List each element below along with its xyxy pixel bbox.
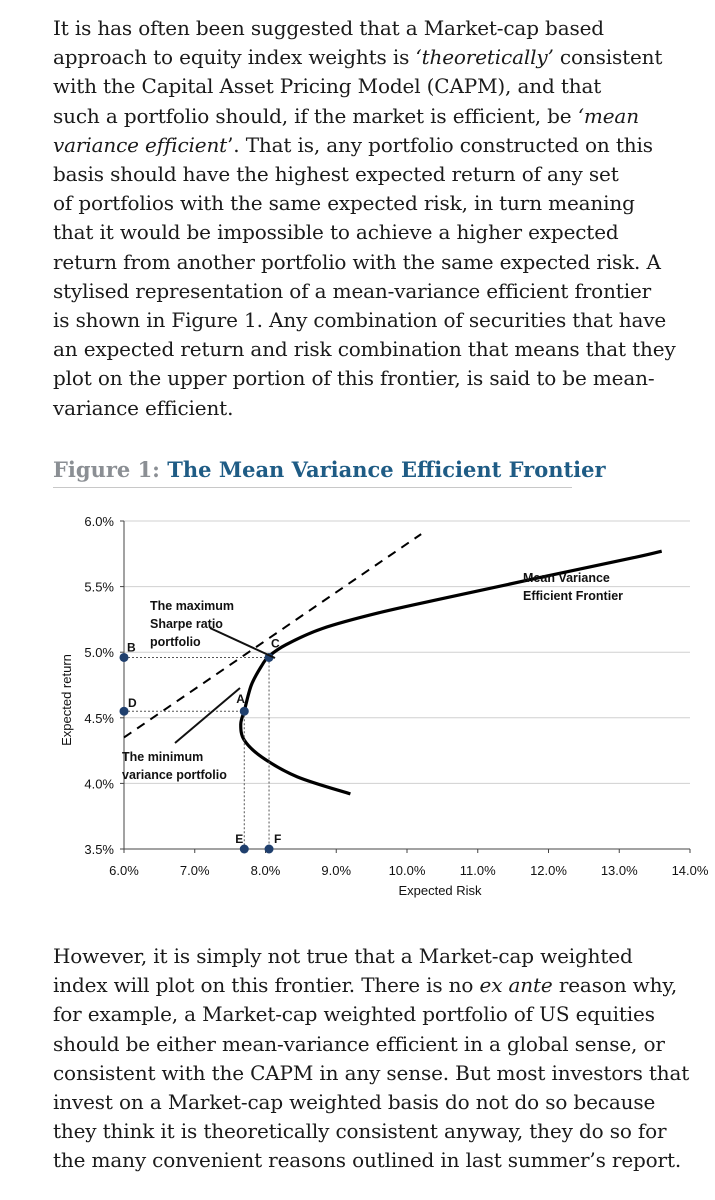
x-tick-label: 12.0%: [530, 863, 567, 878]
frontier-lower-branch-line: [241, 711, 351, 794]
text-line: index will plot on this frontier. There is no ex ante reason why,: [53, 973, 678, 998]
x-tick-label: 7.0%: [179, 863, 210, 878]
emphasis: ‘mean: [577, 103, 639, 128]
y-tick-label: 5.5%: [84, 579, 114, 595]
annotation-text: Sharpe ratio: [150, 617, 223, 631]
annotation-text: variance portfolio: [122, 768, 227, 782]
x-tick-label: 13.0%: [600, 863, 638, 878]
text-line: is shown in Figure 1. Any combination of securities that have: [53, 308, 667, 333]
y-tick-label: 3.5%: [84, 842, 114, 857]
point-f: [265, 845, 274, 854]
figure-caption: The Mean Variance Efficient Frontier: [167, 457, 606, 482]
text-line: variance efficient.: [53, 395, 234, 420]
text-line: the many convenient reasons outlined in last summer’s report.: [53, 1148, 682, 1173]
y-tick-label: 4.5%: [84, 710, 114, 726]
x-tick-label: 10.0%: [388, 863, 426, 878]
x-axis-title: Expected Risk: [398, 883, 482, 898]
labelled-points: [120, 636, 282, 853]
y-tick-label: 4.0%: [84, 776, 114, 792]
figure-title: [53, 457, 606, 482]
conclusion-paragraph: [53, 942, 713, 1176]
figure-number: Figure 1:: [53, 457, 160, 482]
text-line: invest on a Market-cap weighted basis do not do so because: [53, 1090, 656, 1115]
text-line: of portfolios with the same expected risk, in turn meaning: [53, 191, 635, 216]
y-tick-label: 5.0%: [84, 645, 114, 661]
point-label-c: C: [271, 636, 280, 651]
axes: [59, 514, 709, 898]
emphasis: variance efficient: [53, 132, 228, 157]
text-line: consistent with the CAPM in any sense. But most investors that: [53, 1060, 690, 1085]
point-label-e: E: [235, 832, 244, 846]
x-tick-label: 14.0%: [671, 863, 709, 878]
text-line: for example, a Market-cap weighted portfolio of US equities: [53, 1002, 655, 1027]
intro-paragraph: [53, 14, 713, 423]
text-line: they think it is theoretically consistent anyway, they do so for: [53, 1119, 667, 1144]
x-tick-label: 9.0%: [321, 863, 352, 878]
point-label-f: F: [274, 832, 282, 846]
annotation-text: The minimum: [122, 750, 204, 764]
x-tick-label: 11.0%: [459, 863, 496, 878]
text-line: approach to equity index weights is ‘theoretically’ consistent: [53, 45, 663, 70]
annotations: [122, 571, 623, 782]
annotation-text: portfolio: [150, 635, 201, 649]
emphasis: ‘theoretically’: [415, 45, 554, 70]
y-axis-title: Expected return: [59, 654, 74, 746]
annotation-text: Efficient Frontier: [523, 589, 624, 603]
text-line: return from another portfolio with the same expected risk. A: [53, 249, 661, 274]
text-line: basis should have the highest expected return of any set: [53, 162, 619, 187]
annotation-arrow: [210, 628, 275, 658]
annotation-text: The maximum: [150, 599, 235, 613]
text-line: stylised representation of a mean-variance efficient frontier: [53, 278, 652, 303]
y-tick-label: 6.0%: [84, 514, 114, 529]
text-line: It is has often been suggested that a Market-cap based: [53, 16, 604, 40]
text-line: plot on the upper portion of this frontier, is said to be mean-: [53, 366, 655, 391]
point-label-b: B: [127, 640, 136, 655]
efficient-frontier-chart: [0, 500, 715, 910]
emphasis: ex ante: [479, 973, 553, 998]
text-line: an expected return and risk combination that means that they: [53, 337, 676, 362]
point-a: [240, 707, 249, 716]
annotation-arrow: [175, 688, 240, 743]
text-line: should be either mean-variance efficient in a global sense, or: [53, 1031, 665, 1056]
x-tick-label: 6.0%: [109, 863, 139, 878]
gridlines: [124, 521, 690, 783]
point-label-d: D: [128, 696, 137, 711]
text-line: variance efficient’. That is, any portfolio constructed on this: [53, 132, 653, 157]
figure-title-rule: [53, 487, 572, 488]
x-tick-label: 8.0%: [250, 863, 281, 878]
text-line: with the Capital Asset Pricing Model (CAPM), and that: [53, 74, 602, 99]
text-line: However, it is simply not true that a Market-cap weighted: [53, 944, 633, 968]
text-line: such a portfolio should, if the market is efficient, be ‘mean: [53, 103, 639, 128]
text-line: that it would be impossible to achieve a higher expected: [53, 220, 619, 245]
point-label-a: A: [236, 692, 245, 707]
annotation-text: Mean Variance: [523, 571, 610, 585]
